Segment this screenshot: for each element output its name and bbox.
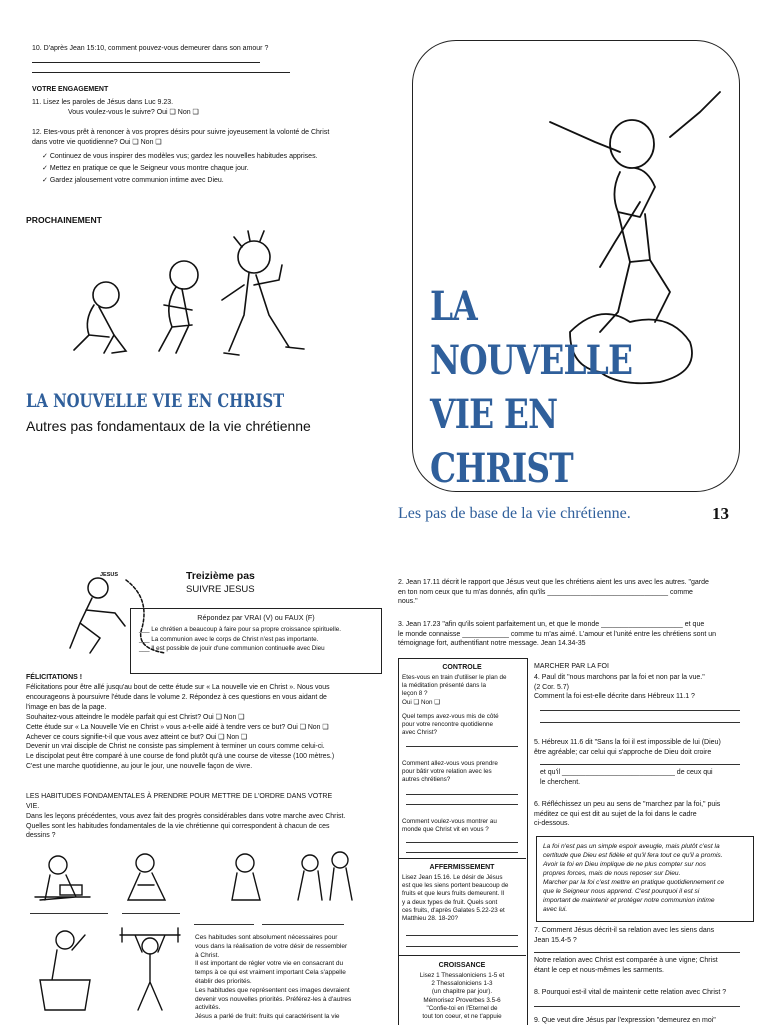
praying-drawing [128, 854, 165, 900]
controle-title: CONTROLE [442, 664, 482, 671]
cover-footer: Les pas de base de la vie chrétienne. [398, 505, 631, 522]
cover-title-line: NOUVELLE [430, 337, 633, 384]
reading-bible-drawing [35, 856, 90, 900]
question-12: 12. Etes-vous prêt à renoncer à vos propres désirs pour suivre joyeusement la volonté de Christ dans votre vie quotidienne? Oui ❑ Non ❑ [32, 129, 330, 146]
answer-line [262, 924, 344, 925]
answer-line [540, 710, 740, 711]
habits-drawings-row [30, 845, 370, 915]
next-lesson-subtitle: Autres pas fondamentaux de la vie chrétienne [26, 418, 311, 434]
controle-item: Etes-vous en train d'utiliser le plan de la méditation présenté dans la leçon 8 ? Oui ❑ Non ❑ [402, 674, 507, 706]
habits-text: Dans les leçons précédentes, vous avez fait des progrès considérables dans votre marche avec Christ. Quelles sont les habitudes fondamentales de la vie chrétienne qui correspondent à chacun de ces dessins ? [26, 813, 346, 840]
answer-line [406, 804, 518, 805]
figure-head [93, 282, 119, 308]
question-6: 6. Réfléchissez un peu au sens de "marchez par la foi," puis méditez ce qui est dit au sujet de la foi dans le cadre ci-dessous. [534, 801, 721, 828]
congrats-title: FÉLICITATIONS ! [26, 674, 83, 681]
answer-line [406, 746, 518, 747]
engagement-title: VOTRE ENGAGEMENT [32, 86, 109, 93]
habits-title: LES HABITUDES FONDAMENTALES À PRENDRE POUR METTRE DE L'ORDRE DANS VOTRE VIE. [26, 793, 333, 810]
answer-line [122, 913, 180, 914]
right-arm [670, 92, 720, 137]
faith-box [536, 836, 754, 922]
true-false-item: ___ Le chrétien a beaucoup à faire pour sa propre croissance spirituelle. [139, 626, 341, 633]
question-2: 2. Jean 17.11 décrit le rapport que Jésus veut que les chrétiens aient les uns avec les autres. "garde en ton nom ceux que tu m'as donnés, afin qu'ils _______________________________ comme nous." [398, 579, 709, 606]
sharing-drawing [298, 852, 352, 900]
true-false-title: Répondez par VRAI (V) ou FAUX (F) [197, 613, 315, 622]
affermissement-text: Lisez Jean 15.16. Le désir de Jésus est que les siens portent beaucoup de fruits et que leurs fruits demeurent. Il y a deux types de fruit. Quels sont ces fruits, d'après Galates 5.22-23 et Matthieu 28. 18-20? [402, 874, 509, 923]
jesus-label: JESUS [100, 572, 119, 578]
question-10: 10. D'après Jean 15:10, comment pouvez-vous demeurer dans son amour ? [32, 45, 269, 52]
question-7: 7. Comment Jésus décrit-il sa relation avec les siens dans Jean 15.4-5 ? [534, 927, 715, 944]
answer-line [32, 72, 290, 73]
figure-head [610, 120, 654, 168]
prochainement-heading: PROCHAINEMENT [26, 215, 102, 225]
true-false-item: ___ Il est possible de jouir d'une communion continuelle avec Dieu [139, 645, 325, 652]
answer-line [540, 722, 740, 723]
answer-line [30, 913, 108, 914]
question-9: 9. Que veut dire Jésus par l'expression "demeurez en moi" [534, 1017, 716, 1024]
controle-item: Quel temps avez-vous mis de côté pour votre rencontre quotidienne avec Christ? [402, 713, 499, 737]
true-false-box [130, 608, 382, 674]
habits-drawings-row [30, 920, 190, 1020]
cover-title-line: LA [430, 283, 477, 330]
affermissement-title: AFFERMISSEMENT [429, 864, 495, 871]
answer-line [534, 1006, 740, 1007]
question-8: 8. Pourquoi est-il vital de maintenir cette relation avec Christ ? [534, 989, 727, 996]
cover-title [430, 280, 707, 496]
preaching-drawing [40, 931, 90, 1010]
lesson-subtitle: SUIVRE JESUS [186, 584, 255, 595]
answer-line [406, 852, 518, 853]
box-divider [398, 858, 526, 859]
question-4: 4. Paul dit "nous marchons par la foi et non par la vue." (2 Cor. 5.7) Comment la foi est-elle décrite dans Hébreux 11.1 ? [534, 674, 705, 701]
question-7b: Notre relation avec Christ est comparée à une vigne; Christ étant le cep et nous-mêmes les sarments. [534, 957, 718, 974]
talking-drawing [232, 854, 260, 900]
answer-line [32, 62, 260, 63]
check-item: ✓ Continuez de vous inspirer des modèles vus; gardez les nouvelles habitudes apprises. [42, 153, 318, 160]
answer-line [406, 946, 518, 947]
check-item: ✓ Mettez en pratique ce que le Seigneur vous montre chaque jour. [42, 165, 249, 172]
croissance-text: Lisez 1 Thessaloniciens 1-5 et 2 Thessaloniciens 1-3 (un chapitre par jour). Mémorisez Proverbes 3.5-6 "Confie-toi en l'Eternel de tout ton coeur, et ne t'appuie [419, 972, 505, 1021]
question-5: 5. Hébreux 11.6 dit "Sans la foi il est impossible de lui (Dieu) être agréable; car celui qui s'approche de Dieu doit croire [534, 739, 721, 756]
answer-line [194, 924, 254, 925]
cover-title-line: VIE EN CHRIST [430, 391, 573, 492]
box-divider [398, 955, 526, 956]
answer-line [406, 842, 518, 843]
next-lesson-title: LA NOUVELLE VIE EN CHRIST [26, 390, 285, 412]
weightlifting-drawing [120, 928, 180, 1010]
answer-line [406, 935, 518, 936]
next-steps-illustration [64, 225, 344, 365]
faith-box-text: La foi n'est pas un simple espoir aveugle, mais plutôt c'est la certitude que Dieu est fidèle et qu'il fera tout ce qu'il a promis. Avoir la foi en Dieu implique de ne plus compter sur nos propres forces, mais de nous reposer sur Dieu. Marcher par la foi c'est mettre en pratique quotidiennement ce que le Seigneur nous apprend. C'est pourquoi il est si important de maintenir et protéger notre communion intime avec lui. [543, 843, 725, 913]
answer-line [534, 952, 740, 953]
answer-line [406, 794, 518, 795]
question-5b: et qu'il _____________________________ de ceux qui le cherchent. [540, 769, 713, 786]
habits-side-text: Ces habitudes sont absolument nécessaires pour vous dans la réalisation de votre désir de ressembler à Christ. Il est important de régler votre vie en consacrant du temps à ce qui est vraiment important Cela s'appelle établir des priorités. Les habitudes que représentent ces images devraient devenir vos nouvelles priorités. Préférez-les à d'autres activités. Jésus a parlé de fruit: fruits qui caractérisent la vie [195, 934, 352, 1021]
check-item: ✓ Gardez jalousement votre communion intime avec Dieu. [42, 177, 224, 184]
answer-line [540, 764, 740, 765]
controle-item: Comment allez-vous vous prendre pour bâtir votre relation avec les autres chrétiens? [402, 760, 498, 784]
page-number: 13 [712, 504, 729, 523]
true-false-item: ___ La communion avec le corps de Christ n'est pas importante. [139, 635, 319, 643]
croissance-title: CROISSANCE [438, 962, 486, 969]
lesson-title: Treizième pas [186, 570, 255, 582]
controle-item: Comment voulez-vous montrer au monde que Christ vit en vous ? [402, 818, 497, 834]
marcher-title: MARCHER PAR LA FOI [534, 663, 609, 670]
congrats-text: Félicitations pour être allé jusqu'au bout de cette étude sur « La nouvelle vie en Christ ». Nous vous encourageons à poursuivre l'étude dans le volume 2. Répondez à ces questions en vous aidant de l'image en bas de la page. Souhaitez-vous atteindre le modèle parfait qui est Christ? Oui ❑ Non ❑ Cette étude sur « La Nouvelle Vie en Christ » vous a-t-elle aidé à tendre vers ce but? Oui ❑ Non ❑ Achever ce cours signifie-t-il que vous avez atteint ce but? Oui ❑ Non ❑ Devenir un vrai disciple de Christ ne consiste pas simplement à terminer un cours comme celui-ci. Le discipolat peut être comparé à une course de fond plutôt qu'à une course de vitesse (100 mètres.) C'est une marche quotidienne, au jour le jour, une nouvelle façon de vivre. [26, 684, 335, 771]
question-11: 11. Lisez les paroles de Jésus dans Luc 9.23. [32, 99, 174, 106]
question-11b: Vous voulez-vous le suivre? Oui ❑ Non ❑ [68, 109, 199, 116]
question-3: 3. Jean 17.23 "afin qu'ils soient parfaitement un, et que le monde _____________________ et que le monde connaisse ____________ comme tu m'as aimé. L'amour et l'unité entre les chrétiens sont un témoignage fort, authentifiant notre message. Jean 14.34-35 [398, 621, 717, 648]
